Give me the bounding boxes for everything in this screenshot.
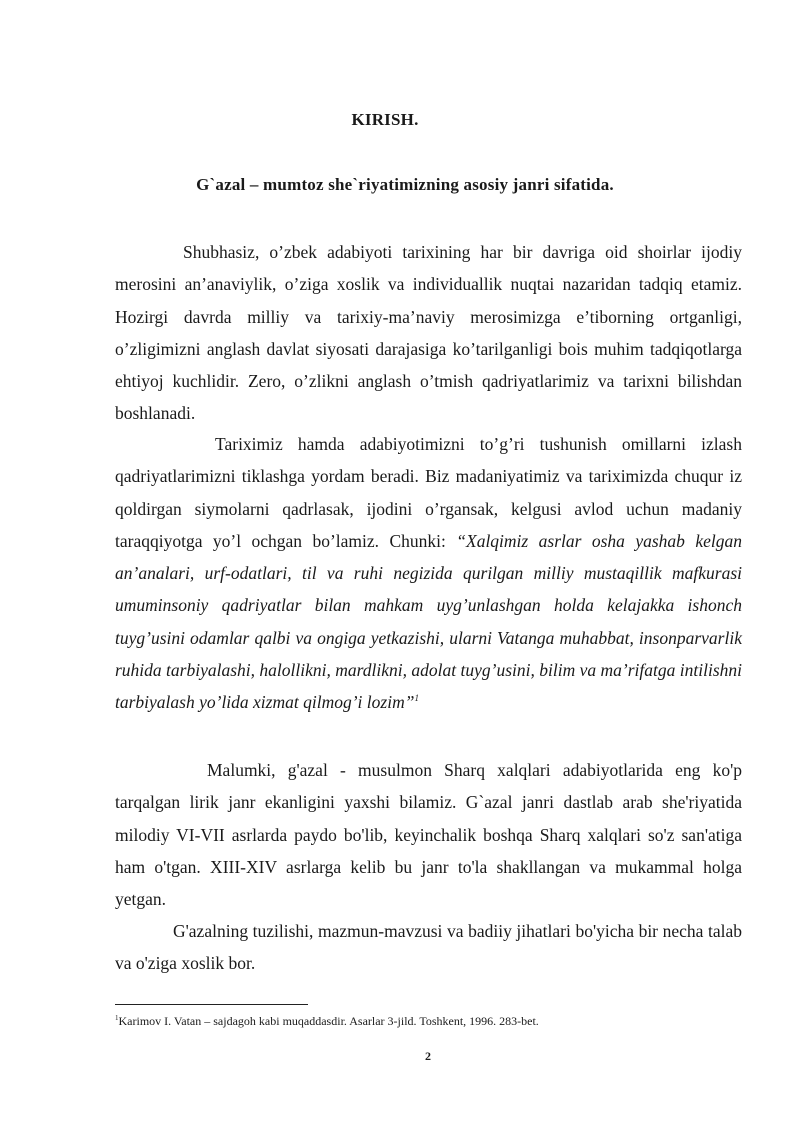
footnote-separator — [115, 1004, 308, 1005]
paragraph-4: G'azalning tuzilishi, mazmun-mavzusi va badiiy jihatlari bo'yicha bir necha talab va o'ziga xoslik bor. — [115, 921, 742, 974]
page-title: KIRISH. — [351, 110, 419, 129]
paragraph-3: Malumki, g'azal - musulmon Sharq xalqlari adabiyotlarida eng ko'p tarqalgan lirik janr ekanligini yaxshi bilamiz. G`azal janri dastlab arab she'riyatida milodiy VI-VII asrlarda paydo bo'lib, keyinchalik boshqa Sharq xalqlari so'z san'atiga ham o'tgan. XIII-XIV asrlarga kelib bu janr to'la shakllangan va mukammal holga yetgan. — [115, 760, 742, 910]
paragraph-2-quote: “Xalqimiz asrlar osha yashab kelgan an’analari, urf-odatlari, til va ruhi negizida qurilgan milliy mustaqillik mafkurasi umuminsoniy qadriyatlar bilan mahkam uyg’unlashgan holda kelajakka ishonch tuyg’usini odamlar qalbi va ongiga yetkazishi, ularni Vatanga muhabbat, insonparvarlik ruhida tarbiyalashi, halollikni, mardlikni, adolat tuyg’usini, bilim va ma’rifatga intilishni tarbiyalash yo’lida xizmat qilmog’i lozim” — [115, 530, 742, 713]
footnote-text: Karimov I. Vatan – sajdagoh kabi muqaddasdir. Asarlar 3-jild. Toshkent, 1996. 283-bet. — [118, 1014, 539, 1028]
paragraph-2 — [115, 428, 742, 719]
paragraph-2-text: Tariximiz hamda adabiyotimizni to’g’ri tushunish omillarni izlash qadriyatlarimizni tiklashga yordam beradi. Biz madaniyatimiz va tariximizda chuqur iz qoldirgan siymolarni qadrlasak, ijodini o’rgansak, kelgusi avlod uchun madaniy taraqqiyotga yo’l ochgan bo’lamiz. Chunki: — [115, 434, 742, 551]
footnote-number: 1 — [115, 1014, 119, 1022]
section-subtitle: G`azal – mumtoz she`riyatimizning asosiy janri sifatida. — [196, 175, 614, 194]
paragraph-1: Shubhasiz, o’zbek adabiyoti tarixining har bir davriga oid shoirlar ijodiy merosini an’anaviylik, o’ziga xoslik va individuallik nuqtai nazaridan tadqiq etamiz. Hozirgi davrda milliy va tarixiy-ma’naviy merosimizga e’tiborning ortganligi, o’zligimizni anglash davlat siyosati darajasiga ko’tarilganligi bois muhim tadqiqotlarga ehtiyoj kuchlidir. Zero, o’zlikni anglash o’tmish qadriyatlarimiz va tarixni bilishdan boshlanadi. — [115, 242, 742, 424]
page-number: 2 — [425, 1049, 431, 1063]
footnote — [115, 1014, 539, 1029]
footnote-reference: 1 — [414, 693, 419, 704]
